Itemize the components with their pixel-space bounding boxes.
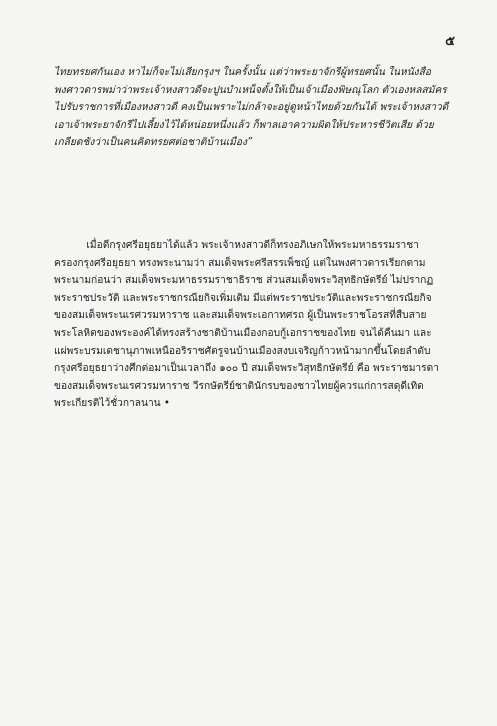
body-paragraph (54, 237, 454, 413)
quote-line: ไปรับราชการที่เมืองหงสาวดี คงเป็นเพราะไม่กล้าจะอยู่ดูหน้าไทยด้วยกันได้ พระเจ้าหงสาวดี (54, 102, 449, 114)
paragraph-line: พระราชประวัติ และพระราชกรณียกิจเพิ่มเติม มีแต่พระราชประวัติและพระราชกรณียกิจ (54, 292, 432, 304)
paragraph-line: พระโลหิตของพระองค์ได้ทรงสร้างชาติบ้านเมืองกอบกู้เอกราชของไทย จนได้คืนมา และ (54, 327, 432, 339)
paragraph-line: เมื่อตีกรุงศรีอยุธยาได้แล้ว พระเจ้าหงสาวดีก็ทรงอภิเษกให้พระมหาธรรมราชา (54, 240, 419, 251)
quoted-passage (54, 64, 454, 152)
quote-line: เอาเจ้าพระยาจักรีไปเลี้ยงไว้ได้หน่อยหนึ่งแล้ว ก็พาลเอาความผิดให้ประหารชีวิตเสีย ด้วย (54, 119, 434, 131)
quote-line: ไทยทรยศกันเอง หาไม่ก็จะไม่เสียกรุงฯ ในครั้งนั้น แต่ว่าพระยาจักรีผู้ทรยศนั้น ในหนังสือ (54, 67, 431, 78)
paragraph-line: พระเกียรติไว้ชั่วกาลนาน • (54, 398, 170, 410)
paragraph-line: ของสมเด็จพระนเรศวรมหาราช และสมเด็จพระเอกาทศรถ ผู้เป็นพระราชโอรสที่สืบสาย (54, 310, 427, 322)
quote-line: พงศาวดารพม่าว่าพระเจ้าหงสาวดีจะปูนบำเหน็จตั้งให้เป็นเจ้าเมืองพิษณุโลก ตัวเองหลสมัคร (54, 84, 447, 96)
paragraph-line: แผ่พระบรมเดชานุภาพเหนืออริราชศัตรูจนบ้านเมืองสงบเจริญก้าวหน้ามากขึ้นโดยลำดับ (54, 345, 431, 357)
paragraph-line: กรุงศรีอยุธยาว่างศึกต่อมาเป็นเวลาถึง ๑๐๐ ปี สมเด็จพระวิสุทธิกษัตรีย์ คือ พระราชมารดา (54, 363, 439, 375)
paragraph-line: ของสมเด็จพระนเรศวรมหาราช วีรกษัตรีย์ชาตินักรบของชาวไทยผู้ควรแก่การสดุดีเทิด (54, 380, 424, 392)
quote-line: เกลียดชังว่าเป็นคนคิดทรยศต่อชาติบ้านเมือง” (54, 137, 253, 149)
paragraph-line: ครองกรุงศรีอยุธยา ทรงพระนามว่า สมเด็จพระศรีสรรเพ็ชญ์ แต่ในพงศาวดารเรียกตาม (54, 257, 426, 269)
page-number: ๕ (445, 34, 455, 49)
paragraph-line: พระนามก่อนว่า สมเด็จพระมหาธรรมราชาธิราช ส่วนสมเด็จพระวิสุทธิกษัตรีย์ ไม่ปรากฏ (54, 275, 434, 287)
